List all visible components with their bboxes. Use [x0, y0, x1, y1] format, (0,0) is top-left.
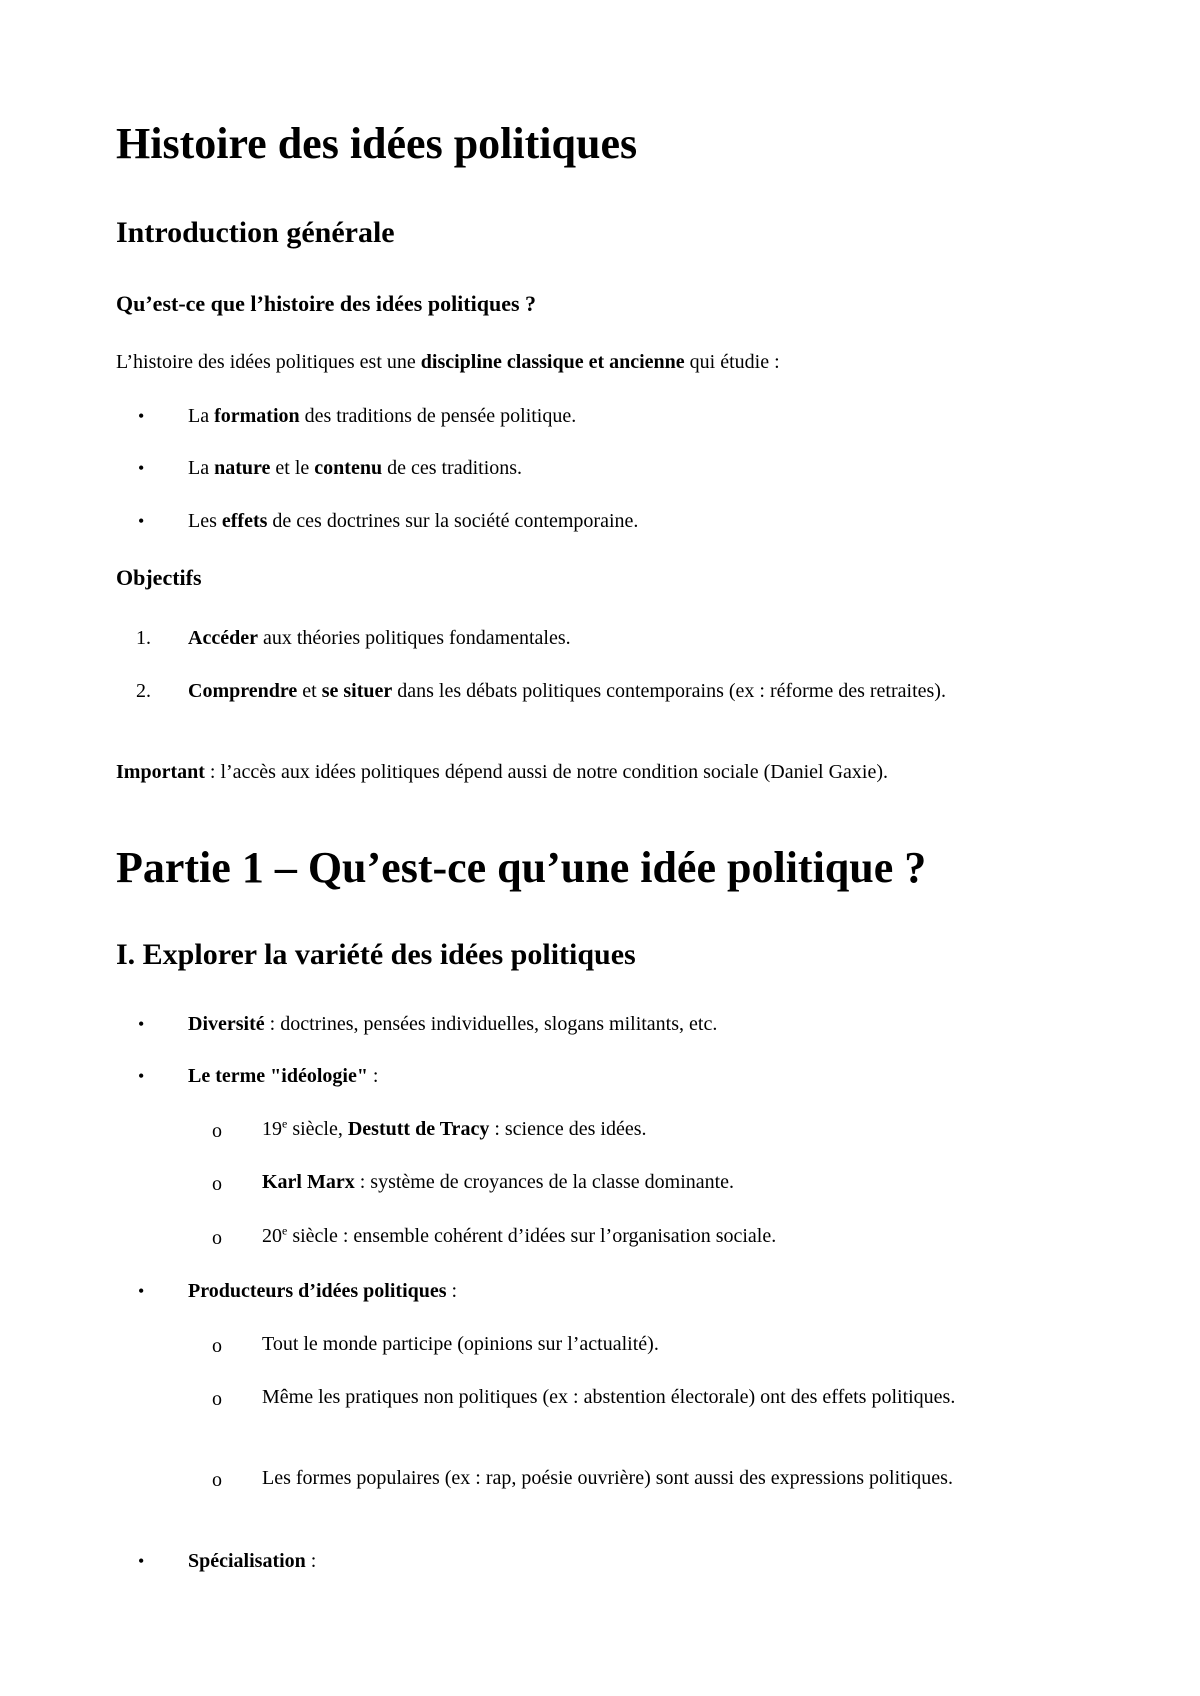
intro-bullet-formation: La formation des traditions de pensée politique.: [188, 405, 577, 427]
intro-heading: Introduction générale: [116, 216, 395, 249]
part1-heading: Partie 1 – Qu’est-ce qu’une idée politique ?: [116, 843, 927, 892]
intro-bullet-nature: La nature et le contenu de ces traditions.: [188, 457, 523, 479]
intro-paragraph: L’histoire des idées politiques est une discipline classique et ancienne qui étudie :: [116, 351, 780, 373]
sub-bullet-icon: o: [212, 1335, 222, 1357]
bullet-specialisation: Spécialisation :: [188, 1550, 317, 1572]
sub-bullet-icon: o: [212, 1173, 222, 1195]
bullet-icon: •: [138, 511, 145, 531]
objectif-item-2: Comprendre et se situer dans les débats politiques contemporains (ex : réforme des retraites).: [188, 680, 946, 702]
intro-bullet-effets: Les effets de ces doctrines sur la société contemporaine.: [188, 510, 639, 532]
sub-item-marx: Karl Marx : système de croyances de la classe dominante.: [262, 1171, 735, 1193]
bullet-icon: •: [138, 1551, 145, 1571]
sub-bullet-icon: o: [212, 1120, 222, 1142]
sub-item-20e-siecle: 20e siècle : ensemble cohérent d’idées sur l’organisation sociale.: [262, 1223, 777, 1247]
bullet-icon: •: [138, 458, 145, 478]
sub-bullet-icon: o: [212, 1469, 222, 1491]
bullet-producteurs: Producteurs d’idées politiques :: [188, 1280, 458, 1302]
important-note: Important : l’accès aux idées politiques dépend aussi de notre condition sociale (Daniel Gaxie).: [116, 761, 888, 783]
sub-item-formes-populaires: Les formes populaires (ex : rap, poésie ouvrière) sont aussi des expressions politiques.: [262, 1467, 953, 1489]
sub-item-pratiques: Même les pratiques non politiques (ex : abstention électorale) ont des effets politiques.: [262, 1386, 956, 1408]
intro-subheading: Qu’est-ce que l’histoire des idées politiques ?: [116, 291, 537, 316]
bullet-icon: •: [138, 1014, 145, 1034]
document-title: Histoire des idées politiques: [116, 119, 638, 168]
bullet-icon: •: [138, 406, 145, 426]
bullet-terme-ideologie: Le terme "idéologie" :: [188, 1065, 379, 1087]
bullet-icon: •: [138, 1281, 145, 1301]
bullet-icon: •: [138, 1066, 145, 1086]
objectif-item-1: Accéder aux théories politiques fondamentales.: [188, 627, 571, 649]
section-heading: I. Explorer la variété des idées politiques: [116, 938, 636, 971]
sub-bullet-icon: o: [212, 1227, 222, 1249]
sub-bullet-icon: o: [212, 1388, 222, 1410]
sub-item-tout-le-monde: Tout le monde participe (opinions sur l’actualité).: [262, 1333, 659, 1355]
sub-item-destutt: 19e siècle, Destutt de Tracy : science des idées.: [262, 1116, 647, 1140]
list-number: 2.: [136, 680, 151, 702]
list-number: 1.: [136, 627, 151, 649]
objectifs-heading: Objectifs: [116, 565, 202, 590]
bullet-diversite: Diversité : doctrines, pensées individuelles, slogans militants, etc.: [188, 1013, 718, 1035]
